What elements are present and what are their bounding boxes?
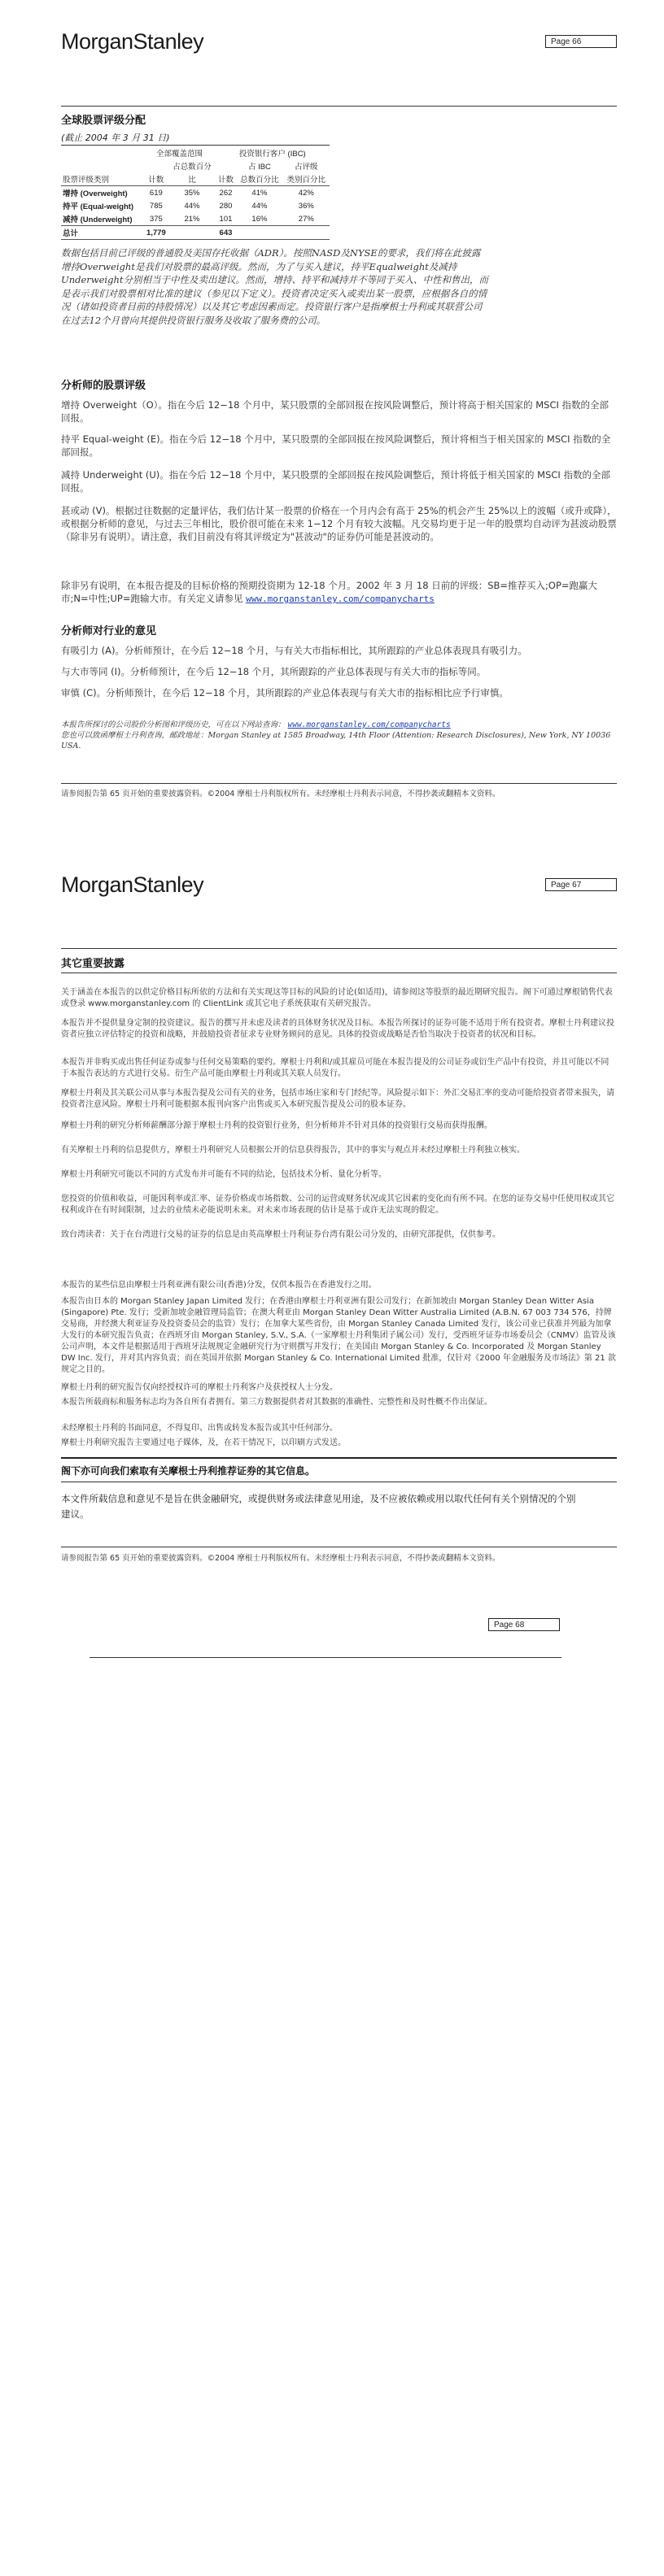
group-header-ibc: 投资银行客户 (IBC): [238, 150, 306, 159]
disclosure-para: 摩根士丹利研究可能以不同的方式发布并可能有不同的结论，包括技术分析、量化分析等。: [61, 1170, 387, 1179]
company-charts-link-2[interactable]: www.morganstanley.com/companycharts: [287, 720, 451, 729]
industry-inline-def: 与大市等同 (I)。分析师预计，在今后 12−18 个月，其所跟踪的产业总体表现与有关大市的指标等同。: [61, 666, 487, 677]
page-number-box: Page 67: [545, 878, 617, 891]
disclosure-para: 本报告的某些信息由摩根士丹利亚洲有限公司(香港)分发，仅供本报告在香港发行之用。: [61, 1281, 377, 1290]
table-row-total: 总计 1,779 643: [61, 226, 330, 240]
group-header-coverage: 全部覆盖范围: [156, 150, 203, 159]
page-3-rule: [90, 1657, 561, 1658]
table-row: 持平 (Equal-weight) 785 44% 280 44% 36%: [63, 201, 314, 211]
col-header-pct: 比: [168, 172, 215, 186]
disclosure-para: 摩根士丹利研究报告主要通过电子媒体，及，在若干情况下，以印刷方式发送。: [61, 1438, 346, 1447]
disclosure-para: 本报告由日本的 Morgan Stanley Japan Limited 发行；在香港由摩根士丹利亚洲有限公司发行；在新加坡由 Morgan Stanley Dean Witter Asia (Singapore) Pte. 发行；受新加坡金融管理局监管；在澳大利亚由 Morgan Stanley Dean Witter Australia Limited (A.B.N. 67 003 734 576，持牌交易商，并经澳大利亚证券及投资委员会的监管）发行；在加拿大某些省份，由 Morgan Stanley Canada Limited 发行，该公司业已获准并列最为加拿大发行的本研究报告负责；在西班牙由 Morgan Stanley, S.V., S.A.（一家摩根士丹利集团子属公司）发行，受西班牙证券市场委员会（CNMV）监管及该公司声明，本文件是根据适用于西班牙法规规定金融研究行为守则撰写并发行；在美国由 Morgan Stanley & Co. Incorporated 及 Morgan Stanley DW Inc. 发行，并对其内容负责；而在英国并依据 Morgan Stanley & Co. International Limited 批准，仅针对《2000 年金融服务及市场法》第 21 款规定之目的。: [61, 1297, 616, 1374]
industry-view-title: 分析师对行业的意见: [61, 625, 157, 637]
subheader-pct-ibc: 占 IBC: [247, 163, 271, 172]
table-row: 增持 (Overweight) 619 35% 262 41% 42%: [63, 188, 314, 198]
page-footer: 请参阅报告第 65 页开始的重要披露资料。©2004 摩根士丹利版权所有。未经摩根士丹利表示同意，不得抄袭或翻精本文资料。: [61, 790, 500, 798]
rating-equalweight-def: 持平 Equal-weight (E)。指在今后 12−18 个月中，某只股票的全部回报在按风险调整后，预计将相当于相关国家的 MSCI 指数的全部回报。: [61, 433, 611, 458]
morgan-stanley-logo: MorganStanley: [61, 29, 204, 54]
subheader-pct-category: 占评级: [295, 163, 318, 172]
page-number-box: Page 66: [545, 35, 617, 48]
subheader-pct-total: 占总数百分: [173, 163, 212, 172]
ratings-distribution-table: [61, 146, 330, 240]
price-target-note: 除非另有说明，在本报告提及的目标价格的预期投资期为 12-18 个月。2002 年 3 月 18 日前的评级：SB=推荐买入;OP=跑赢大市;N=中性;UP=跑输大市。有关定义请参见 www.morganstanley.com/companycharts: [61, 580, 598, 604]
page-number-box: Page 68: [488, 1618, 560, 1631]
disclosure-para: 本报告所载商标和服务标志均为各自所有者拥有。第三方数据提供者对其数据的准确性、完整性和及时性概不作出保证。: [61, 1398, 492, 1407]
ratings-distribution-title: 全球股票评级分配: [61, 115, 146, 127]
table-row: 减持 (Underweight) 375 21% 101 16% 27%: [61, 212, 330, 226]
ratings-disclaimer: 数据包括目前已评级的普通股及美国存托收据（ADR）。按照NASD及NYSE的要求，我们将在此披露增持Overweight是我们对股票的最高评级。然而，为了与买入建议，持平Equalweight及减持Underweight分别相当于中性及卖出建议。然而，增持、持平和减持并不等同于买入、中性和售出，而是表示我们对股票相对比准的建议（参见以下定义）。投资者决定买入或卖出某一股票，应根据各自的情况（诸如投资者目前的持股情况）以及其它考虑因素而定。投资银行客户是指摩根士丹利或其联营公司在过去12个月曾向其提供投资银行服务及收取了服务费的公司。: [61, 247, 488, 326]
morgan-stanley-logo: MorganStanley: [61, 872, 204, 897]
disclosure-para: 本报告并不提供量身定制的投资建议。报告的撰写并未虑及读者的具体财务状况及目标。本报告所探讨的证券可能不适用于所有投资者。摩根士丹利建议投资者应独立评估特定的投资和战略，并鼓励投资者征求专业财务顾问的意见。具体的投资或战略是否恰当取决于投资者的状况和目标。: [61, 1019, 614, 1039]
disclosure-para: 关于涵盖在本报告的以供定价格目标所依的方法和有关实现这等目标的风险的讨论(如适用)，请参阅这等股票的最近期研究报告。阁下可通过摩根销售代表或登录 www.morganstanley.com 的 ClientLink 或其它电子系统获取有关研究报告。: [61, 988, 613, 1008]
rating-overweight-def: 增持 Overweight（O）。指在今后 12−18 个月中，某只股票的全部回报在按风险调整后，预计将高于相关国家的 MSCI 指数的全部回报。: [61, 399, 609, 424]
disclosure-para: 摩根士丹利的研究报告仅向经授权许可的摩根士丹利客户及获授权人士分发。: [61, 1383, 338, 1392]
footer-rule: [61, 783, 617, 784]
header-rule: [61, 106, 617, 107]
col-header-ibc-pct-total: 总数百分比: [236, 172, 282, 186]
table-top-rule: [61, 145, 330, 146]
disclosure-para: 未经摩根士丹利的书面同意，不得复印、出售或转发本报告或其中任何部分。: [61, 1424, 338, 1433]
disclosure-para: 本报告并非购买或出售任何证券或参与任何交易策略的要约。摩根士丹利和/或其雇员可能在本报告提及的公司证券或衍生产品中有投资，并且可能以不同于本报告表达的方式进行交易。衍生产品可能由摩根士丹利或其关联人员发行。: [61, 1058, 609, 1078]
col-header-category: 股票评级类别: [61, 172, 143, 186]
not-advice-statement: 本文件所载信息和意见不是旨在供金融研究，或提供财务或法律意见用途，及不应被依赖或用以取代任何有关个别情况的个别建议。: [61, 1493, 576, 1520]
industry-attractive-def: 有吸引力 (A)。分析师预计，在今后 12−18 个月，与有关大市指标相比，其所跟踪的产业总体表现具有吸引力。: [61, 645, 527, 656]
disclosure-para: 致台湾读者：关于在台湾进行交易的证券的信息是由英高摩根士丹利证券台湾有限公司分发的，由研究部提供，仅供参考。: [61, 1230, 500, 1239]
header-rule: [61, 948, 617, 949]
charts-availability-note: 本报告所探讨的公司股价分析图和评级历史，可在以下网站查询： www.morganstanley.com/companycharts 您也可以致函摩根士丹利查询，邮政地址：Morgan Stanley at 1585 Broadway, 14th Floor (Attention: Research Disclosures), New York, NY 10036 USA.: [61, 720, 611, 751]
ratings-date-note: (截止 2004 年 3 月 31 日): [61, 133, 170, 143]
col-header-count: 计数: [143, 172, 168, 186]
disclosure-para: 摩根士丹利及其关联公司从事与本报告提及公司有关的业务，包括市场庄家和专门经纪等。风险提示如下：外汇交易汇率的变动可能给投资者带来损失，请投资者注意风险。摩根士丹利可能根据本报刊向客户出售或买入本研究报告提及公司的股本证券。: [61, 1089, 614, 1109]
disclosure-para: 有关摩根士丹利的信息提供方，摩根士丹利研究人员根据公开的信息获得报告，其中的事实与观点并未经过摩根士丹利独立核实。: [61, 1146, 525, 1155]
disclosure-para: 您投资的价值和收益，可能因利率或汇率、证券价格或市场指数、公司的运营或财务状况或其它因素的变化而有所不同。在您的证券交易中任使用权或其它权利或许在有时间限制，过去的业绩未必能说明未来。对未来市场表现的估计是基于或许无法实现的假定。: [61, 1194, 614, 1215]
further-info-heading: 阁下亦可向我们索取有关摩根士丹利推荐证券的其它信息。: [61, 1465, 316, 1477]
col-header-ibc-pct-category: 类别百分比: [283, 172, 330, 186]
industry-cautious-def: 审慎 (C)。分析师预计，在今后 12−18 个月，其所跟踪的产业总体表现与有关大市的指标相比应予行审慎。: [61, 687, 509, 698]
analyst-stock-ratings-title: 分析师的股票评级: [61, 380, 146, 392]
rating-underweight-def: 减持 Underweight (U)。指在今后 12−18 个月中，某只股票的全部回报在按风险调整后，预计将低于相关国家的 MSCI 指数的全部回报。: [61, 469, 610, 494]
col-header-ibc-count: 计数: [216, 172, 237, 186]
page-footer: 请参阅报告第 65 页开始的重要披露资料。©2004 摩根士丹利版权所有。未经摩根士丹利表示同意，不得抄袭或翻精本文资料。: [61, 1554, 500, 1563]
disclosure-para: 摩根士丹利的研究分析师薪酬部分源于摩根士丹利的投资银行业务，但分析师并不针对具体的投资银行交易而获得报酬。: [61, 1121, 492, 1130]
company-charts-link[interactable]: www.morganstanley.com/companycharts: [246, 594, 435, 604]
rating-volatile-def: 甚或动 (V)。根据过往数据的定量评估，我们估计某一股票的价格在一个月内会有高于 25%的机会产生 25%以上的波幅（或升或降），或根据分析师的意见，与过去三年相比，股价很可能在未来 1−12 个月有较大波幅。凡交易均更于足一年的股票均自动评为甚波动股票（除非另有说明）。请注意，我们目前没有将其评级定为"甚波动"的证券仍可能是甚波动的。: [61, 505, 617, 542]
other-disclosures-title: 其它重要披露: [61, 958, 125, 970]
highlight-top-rule: [61, 1457, 617, 1459]
